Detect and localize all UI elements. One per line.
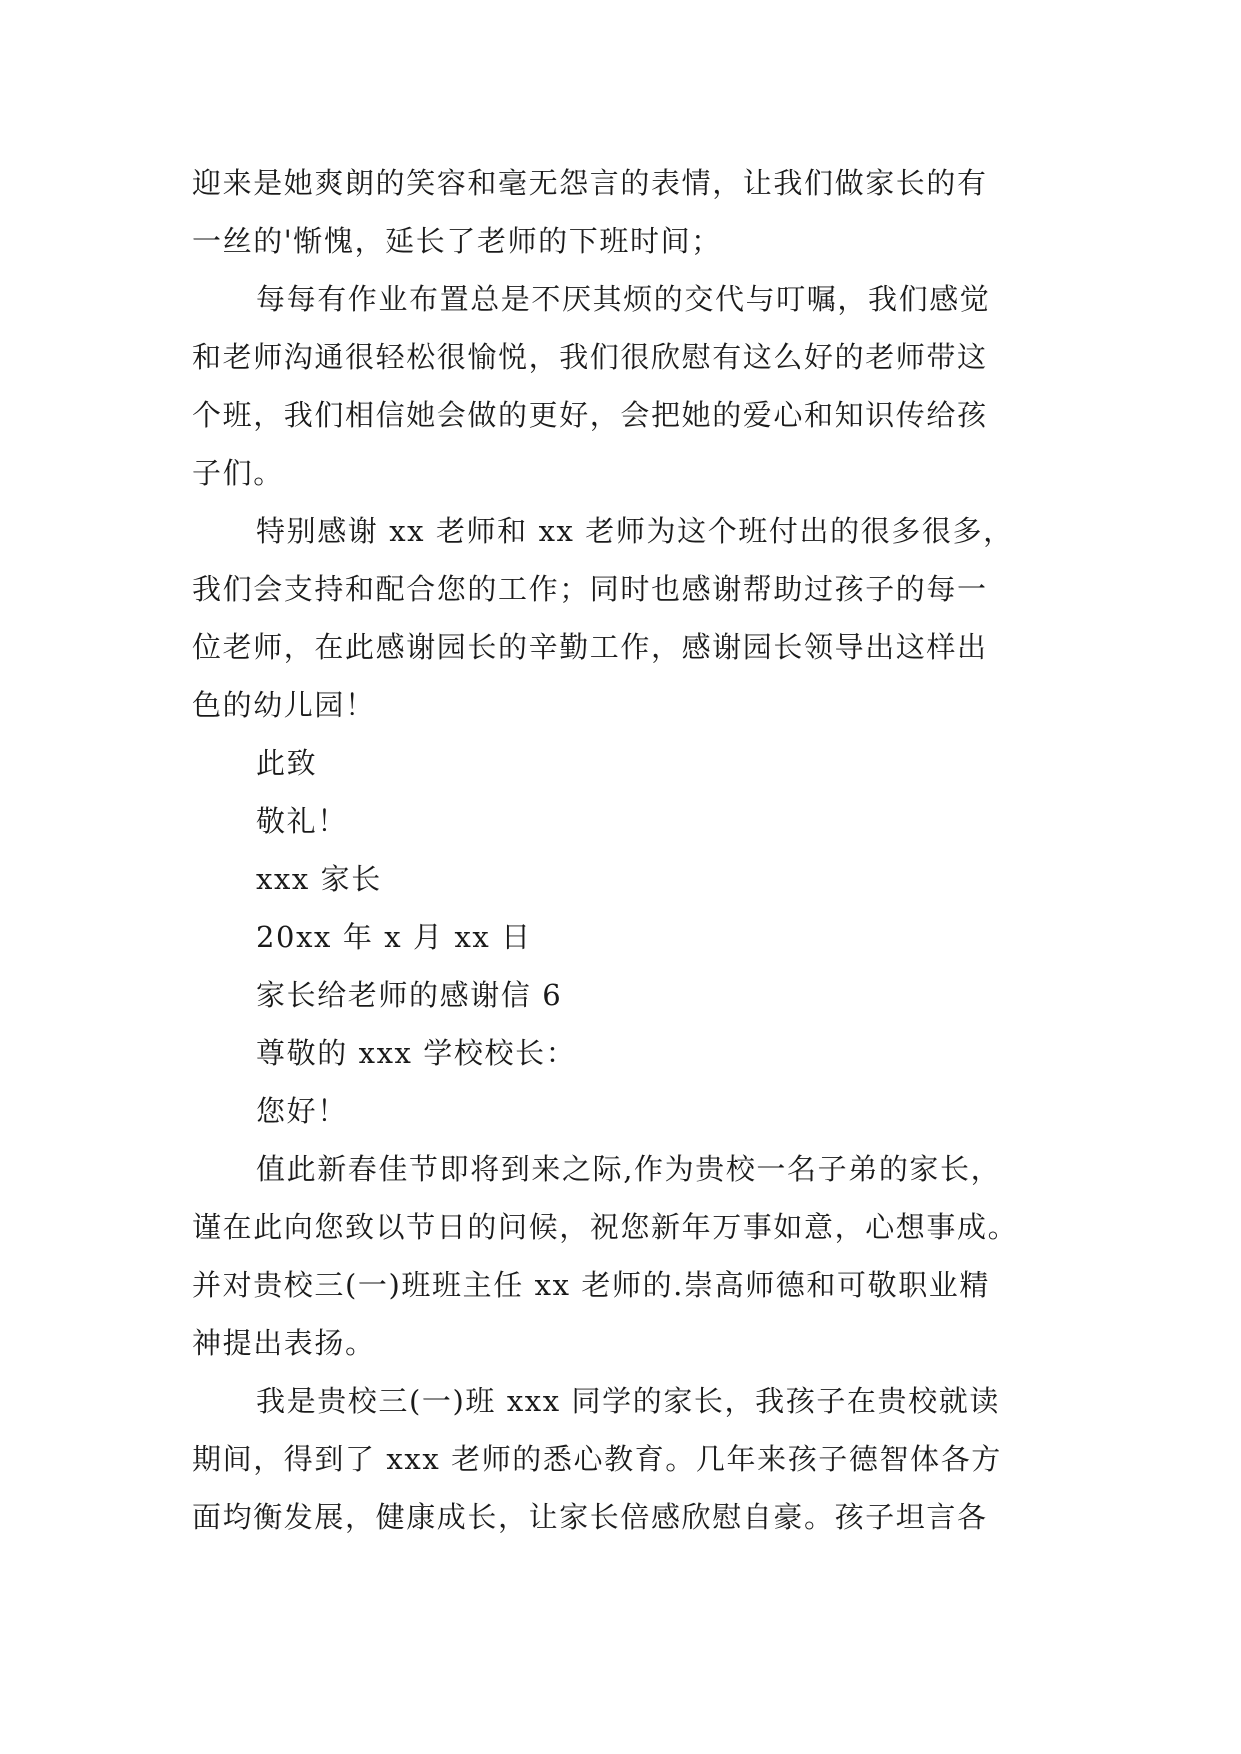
- section-title: 家长给老师的感谢信 6: [256, 978, 563, 1012]
- text-line: 神提出表扬。: [192, 1326, 376, 1360]
- closing-regards: 敬礼！: [256, 804, 348, 838]
- text-line: 我们会支持和配合您的工作；同时也感谢帮助过孩子的每一: [192, 572, 988, 606]
- text-line: 个班，我们相信她会做的更好，会把她的爱心和知识传给孩: [192, 398, 988, 432]
- text-line: 谨在此向您致以节日的问候，祝您新年万事如意，心想事成。: [192, 1210, 1019, 1244]
- text-line: 每每有作业布置总是不厌其烦的交代与叮嘱，我们感觉: [256, 282, 991, 316]
- text-line: 色的幼儿园！: [192, 688, 376, 722]
- text-line: 我是贵校三(一)班 xxx 同学的家长，我孩子在贵校就读: [256, 1384, 1000, 1418]
- text-line: 特别感谢 xx 老师和 xx 老师为这个班付出的很多很多，: [256, 514, 1014, 548]
- greeting-addressee: 尊敬的 xxx 学校校长：: [256, 1036, 577, 1070]
- text-line: 位老师，在此感谢园长的辛勤工作，感谢园长领导出这样出: [192, 630, 988, 664]
- greeting: 您好！: [256, 1094, 348, 1128]
- document-body: [192, 154, 1052, 1546]
- text-line: 值此新春佳节即将到来之际,作为贵校一名子弟的家长，: [256, 1152, 1002, 1186]
- text-line: 期间，得到了 xxx 老师的悉心教育。几年来孩子德智体各方: [192, 1442, 1002, 1476]
- text-line: 迎来是她爽朗的笑容和毫无怨言的表情，让我们做家长的有: [192, 166, 988, 200]
- date-line: 20xx 年 x 月 xx 日: [256, 920, 532, 954]
- text-line: 并对贵校三(一)班班主任 xx 老师的.崇高师德和可敬职业精: [192, 1268, 990, 1302]
- text-line: 和老师沟通很轻松很愉悦，我们很欣慰有这么好的老师带这: [192, 340, 988, 374]
- text-line: 子们。: [192, 456, 284, 490]
- text-line: 一丝的'惭愧，延长了老师的下班时间；: [192, 224, 722, 258]
- signature: xxx 家长: [256, 862, 382, 896]
- text-line: 面均衡发展，健康成长，让家长倍感欣慰自豪。孩子坦言各: [192, 1500, 988, 1534]
- closing-salutation: 此致: [256, 746, 318, 780]
